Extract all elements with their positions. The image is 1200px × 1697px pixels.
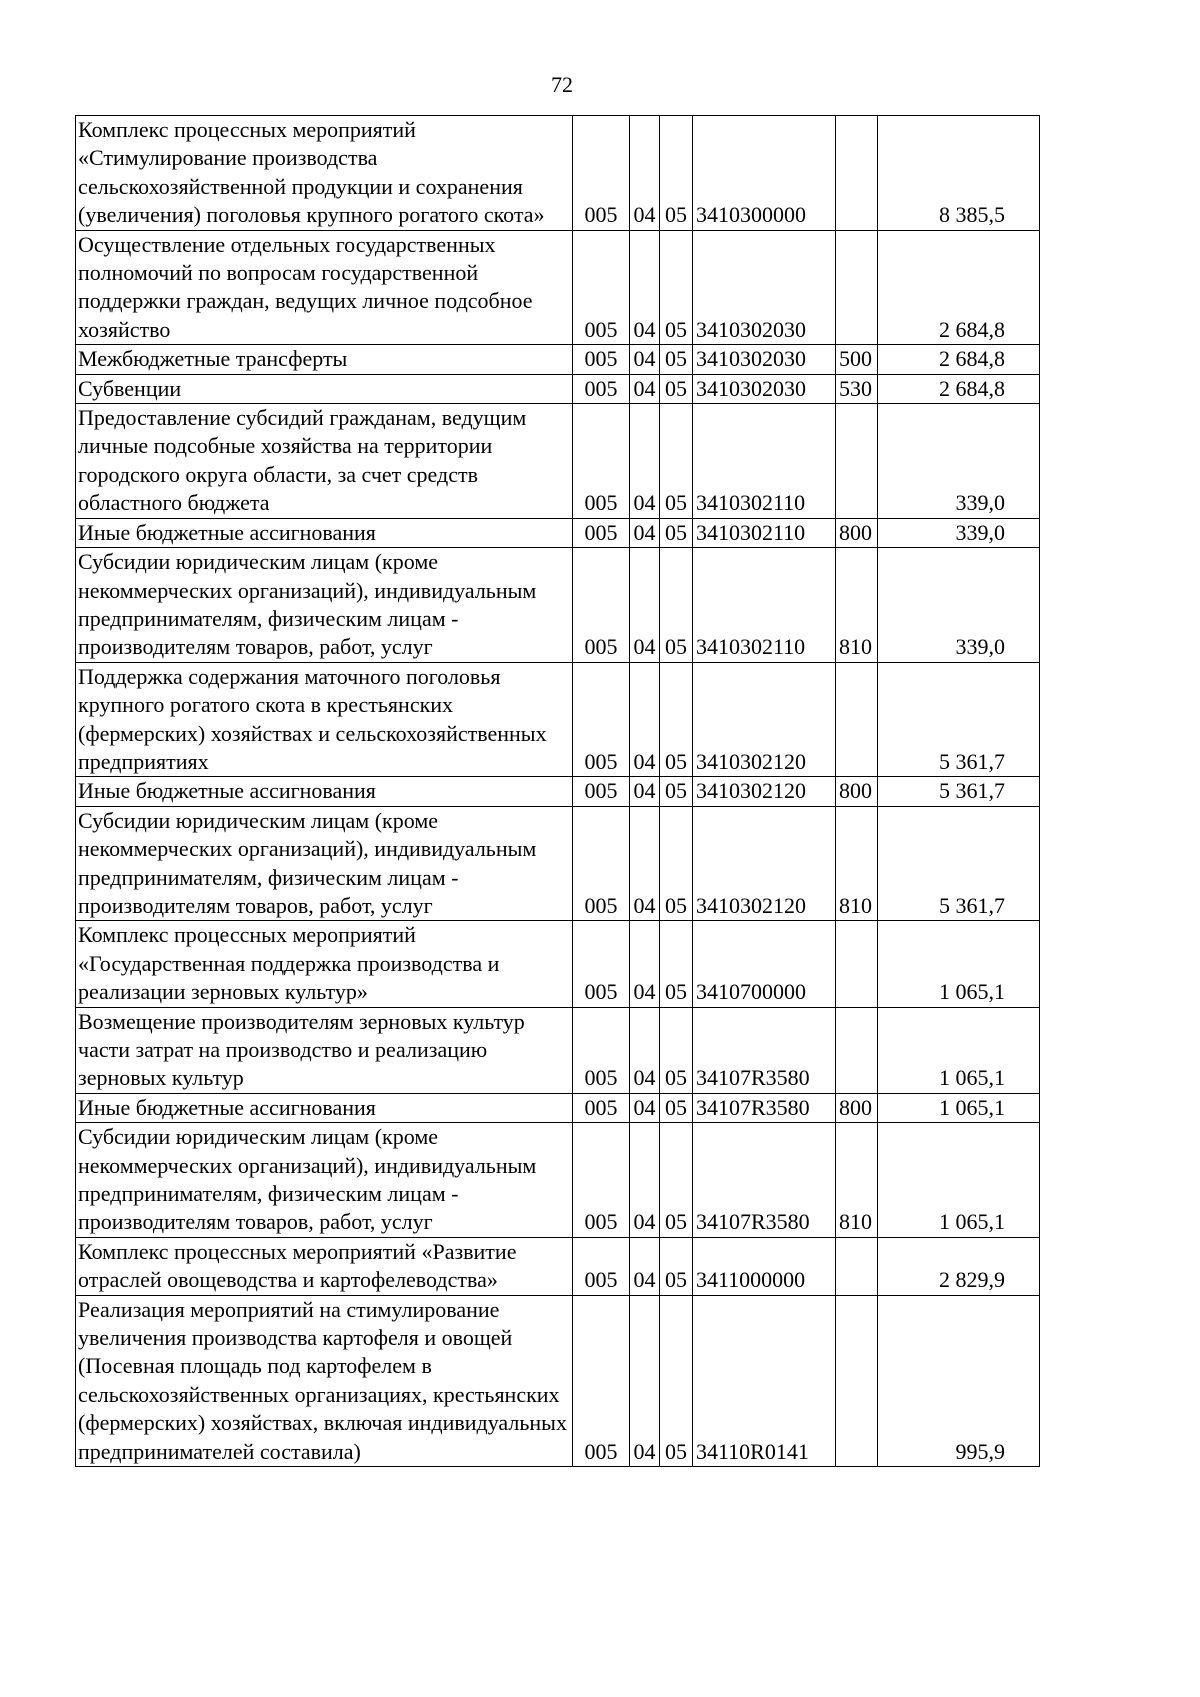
table-row [76, 1295, 1040, 1466]
expense-name-cell: Иные бюджетные ассигнования [76, 1093, 573, 1122]
subsection-code-cell: 05 [660, 806, 693, 921]
expense-type-cell: 810 [836, 548, 878, 663]
table-row [76, 662, 1040, 777]
target-article-cell: 34110R0141 [693, 1295, 836, 1466]
section-code-cell: 04 [630, 230, 660, 345]
amount-cell: 1 065,1 [878, 1123, 1040, 1238]
expense-type-cell: 810 [836, 806, 878, 921]
ministry-code-cell: 005 [573, 1295, 630, 1466]
table-row [76, 518, 1040, 547]
ministry-code-cell: 005 [573, 806, 630, 921]
expense-name-cell: Комплекс процессных мероприятий «Государственная поддержка производства и реализации зерновых культур» [76, 921, 573, 1007]
amount-cell: 2 684,8 [878, 345, 1040, 374]
section-code-cell: 04 [630, 548, 660, 663]
table-row [76, 230, 1040, 345]
ministry-code-cell: 005 [573, 518, 630, 547]
expense-type-cell: 800 [836, 777, 878, 806]
expense-name-cell: Осуществление отдельных государственных полномочий по вопросам государственной поддержки граждан, ведущих личное подсобное хозяйство [76, 230, 573, 345]
subsection-code-cell: 05 [660, 662, 693, 777]
subsection-code-cell: 05 [660, 230, 693, 345]
ministry-code-cell: 005 [573, 230, 630, 345]
amount-cell: 5 361,7 [878, 777, 1040, 806]
section-code-cell: 04 [630, 662, 660, 777]
amount-cell: 2 684,8 [878, 230, 1040, 345]
amount-cell: 5 361,7 [878, 806, 1040, 921]
ministry-code-cell: 005 [573, 1237, 630, 1295]
expense-type-cell [836, 404, 878, 519]
target-article-cell: 3410300000 [693, 116, 836, 231]
subsection-code-cell: 05 [660, 116, 693, 231]
expense-name-cell: Субсидии юридическим лицам (кроме некоммерческих организаций), индивидуальным предпринимателям, физическим лицам - производителям товаров, работ, услуг [76, 806, 573, 921]
amount-cell: 2 684,8 [878, 374, 1040, 403]
ministry-code-cell: 005 [573, 404, 630, 519]
expense-name-cell: Иные бюджетные ассигнования [76, 777, 573, 806]
expense-type-cell [836, 230, 878, 345]
expense-type-cell [836, 1007, 878, 1093]
target-article-cell: 3410302120 [693, 777, 836, 806]
section-code-cell: 04 [630, 116, 660, 231]
amount-cell: 339,0 [878, 548, 1040, 663]
section-code-cell: 04 [630, 404, 660, 519]
amount-cell: 1 065,1 [878, 1007, 1040, 1093]
table-row [76, 1237, 1040, 1295]
expense-type-cell [836, 116, 878, 231]
table-row [76, 921, 1040, 1007]
amount-cell: 339,0 [878, 518, 1040, 547]
amount-cell: 995,9 [878, 1295, 1040, 1466]
expense-name-cell: Субсидии юридическим лицам (кроме некоммерческих организаций), индивидуальным предпринимателям, физическим лицам - производителям товаров, работ, услуг [76, 548, 573, 663]
target-article-cell: 3411000000 [693, 1237, 836, 1295]
target-article-cell: 3410302110 [693, 548, 836, 663]
target-article-cell: 34107R3580 [693, 1007, 836, 1093]
target-article-cell: 3410302110 [693, 518, 836, 547]
section-code-cell: 04 [630, 345, 660, 374]
expense-type-cell: 500 [836, 345, 878, 374]
target-article-cell: 3410302030 [693, 374, 836, 403]
target-article-cell: 3410302030 [693, 230, 836, 345]
subsection-code-cell: 05 [660, 548, 693, 663]
expense-name-cell: Реализация мероприятий на стимулирование увеличения производства картофеля и овощей (Посевная площадь под картофелем в сельскохозяйственных организациях, крестьянских (фермерских) хозяйствах, включая индивидуальных предпринимателей составила) [76, 1295, 573, 1466]
subsection-code-cell: 05 [660, 1237, 693, 1295]
expense-type-cell [836, 1237, 878, 1295]
subsection-code-cell: 05 [660, 777, 693, 806]
table-row [76, 1007, 1040, 1093]
expense-type-cell [836, 1295, 878, 1466]
table-row [76, 345, 1040, 374]
expense-type-cell [836, 662, 878, 777]
budget-table-body [76, 116, 1040, 1467]
expense-name-cell: Субвенции [76, 374, 573, 403]
expense-type-cell [836, 921, 878, 1007]
table-row [76, 374, 1040, 403]
ministry-code-cell: 005 [573, 1093, 630, 1122]
expense-name-cell: Иные бюджетные ассигнования [76, 518, 573, 547]
ministry-code-cell: 005 [573, 116, 630, 231]
subsection-code-cell: 05 [660, 1007, 693, 1093]
target-article-cell: 34107R3580 [693, 1093, 836, 1122]
subsection-code-cell: 05 [660, 404, 693, 519]
section-code-cell: 04 [630, 518, 660, 547]
subsection-code-cell: 05 [660, 1295, 693, 1466]
ministry-code-cell: 005 [573, 548, 630, 663]
expense-name-cell: Возмещение производителям зерновых культур части затрат на производство и реализацию зерновых культур [76, 1007, 573, 1093]
budget-table [75, 115, 1040, 1467]
target-article-cell: 3410302110 [693, 404, 836, 519]
expense-type-cell: 530 [836, 374, 878, 403]
amount-cell: 1 065,1 [878, 1093, 1040, 1122]
target-article-cell: 34107R3580 [693, 1123, 836, 1238]
table-row [76, 1093, 1040, 1122]
section-code-cell: 04 [630, 921, 660, 1007]
table-row [76, 116, 1040, 231]
section-code-cell: 04 [630, 1295, 660, 1466]
expense-type-cell: 800 [836, 518, 878, 547]
subsection-code-cell: 05 [660, 1093, 693, 1122]
expense-type-cell: 810 [836, 1123, 878, 1238]
ministry-code-cell: 005 [573, 662, 630, 777]
expense-type-cell: 800 [836, 1093, 878, 1122]
target-article-cell: 3410302120 [693, 806, 836, 921]
subsection-code-cell: 05 [660, 921, 693, 1007]
ministry-code-cell: 005 [573, 921, 630, 1007]
target-article-cell: 3410700000 [693, 921, 836, 1007]
amount-cell: 5 361,7 [878, 662, 1040, 777]
ministry-code-cell: 005 [573, 374, 630, 403]
subsection-code-cell: 05 [660, 345, 693, 374]
subsection-code-cell: 05 [660, 374, 693, 403]
section-code-cell: 04 [630, 777, 660, 806]
ministry-code-cell: 005 [573, 777, 630, 806]
page-number: 72 [551, 72, 573, 97]
amount-cell: 339,0 [878, 404, 1040, 519]
ministry-code-cell: 005 [573, 1123, 630, 1238]
expense-name-cell: Субсидии юридическим лицам (кроме некоммерческих организаций), индивидуальным предпринимателям, физическим лицам - производителям товаров, работ, услуг [76, 1123, 573, 1238]
expense-name-cell: Предоставление субсидий гражданам, ведущим личные подсобные хозяйства на территории городского округа области, за счет средств областного бюджета [76, 404, 573, 519]
section-code-cell: 04 [630, 1093, 660, 1122]
table-row [76, 404, 1040, 519]
amount-cell: 1 065,1 [878, 921, 1040, 1007]
subsection-code-cell: 05 [660, 1123, 693, 1238]
target-article-cell: 3410302120 [693, 662, 836, 777]
table-row [76, 548, 1040, 663]
expense-name-cell: Межбюджетные трансферты [76, 345, 573, 374]
section-code-cell: 04 [630, 374, 660, 403]
table-row [76, 777, 1040, 806]
amount-cell: 8 385,5 [878, 116, 1040, 231]
subsection-code-cell: 05 [660, 518, 693, 547]
section-code-cell: 04 [630, 1123, 660, 1238]
amount-cell: 2 829,9 [878, 1237, 1040, 1295]
section-code-cell: 04 [630, 1237, 660, 1295]
expense-name-cell: Комплекс процессных мероприятий «Развитие отраслей овощеводства и картофелеводства» [76, 1237, 573, 1295]
target-article-cell: 3410302030 [693, 345, 836, 374]
ministry-code-cell: 005 [573, 345, 630, 374]
table-row [76, 1123, 1040, 1238]
ministry-code-cell: 005 [573, 1007, 630, 1093]
section-code-cell: 04 [630, 806, 660, 921]
expense-name-cell: Поддержка содержания маточного поголовья крупного рогатого скота в крестьянских (фермерских) хозяйствах и сельскохозяйственных предприятиях [76, 662, 573, 777]
section-code-cell: 04 [630, 1007, 660, 1093]
table-row [76, 806, 1040, 921]
expense-name-cell: Комплекс процессных мероприятий «Стимулирование производства сельскохозяйственной продукции и сохранения (увеличения) поголовья крупного рогатого скота» [76, 116, 573, 231]
